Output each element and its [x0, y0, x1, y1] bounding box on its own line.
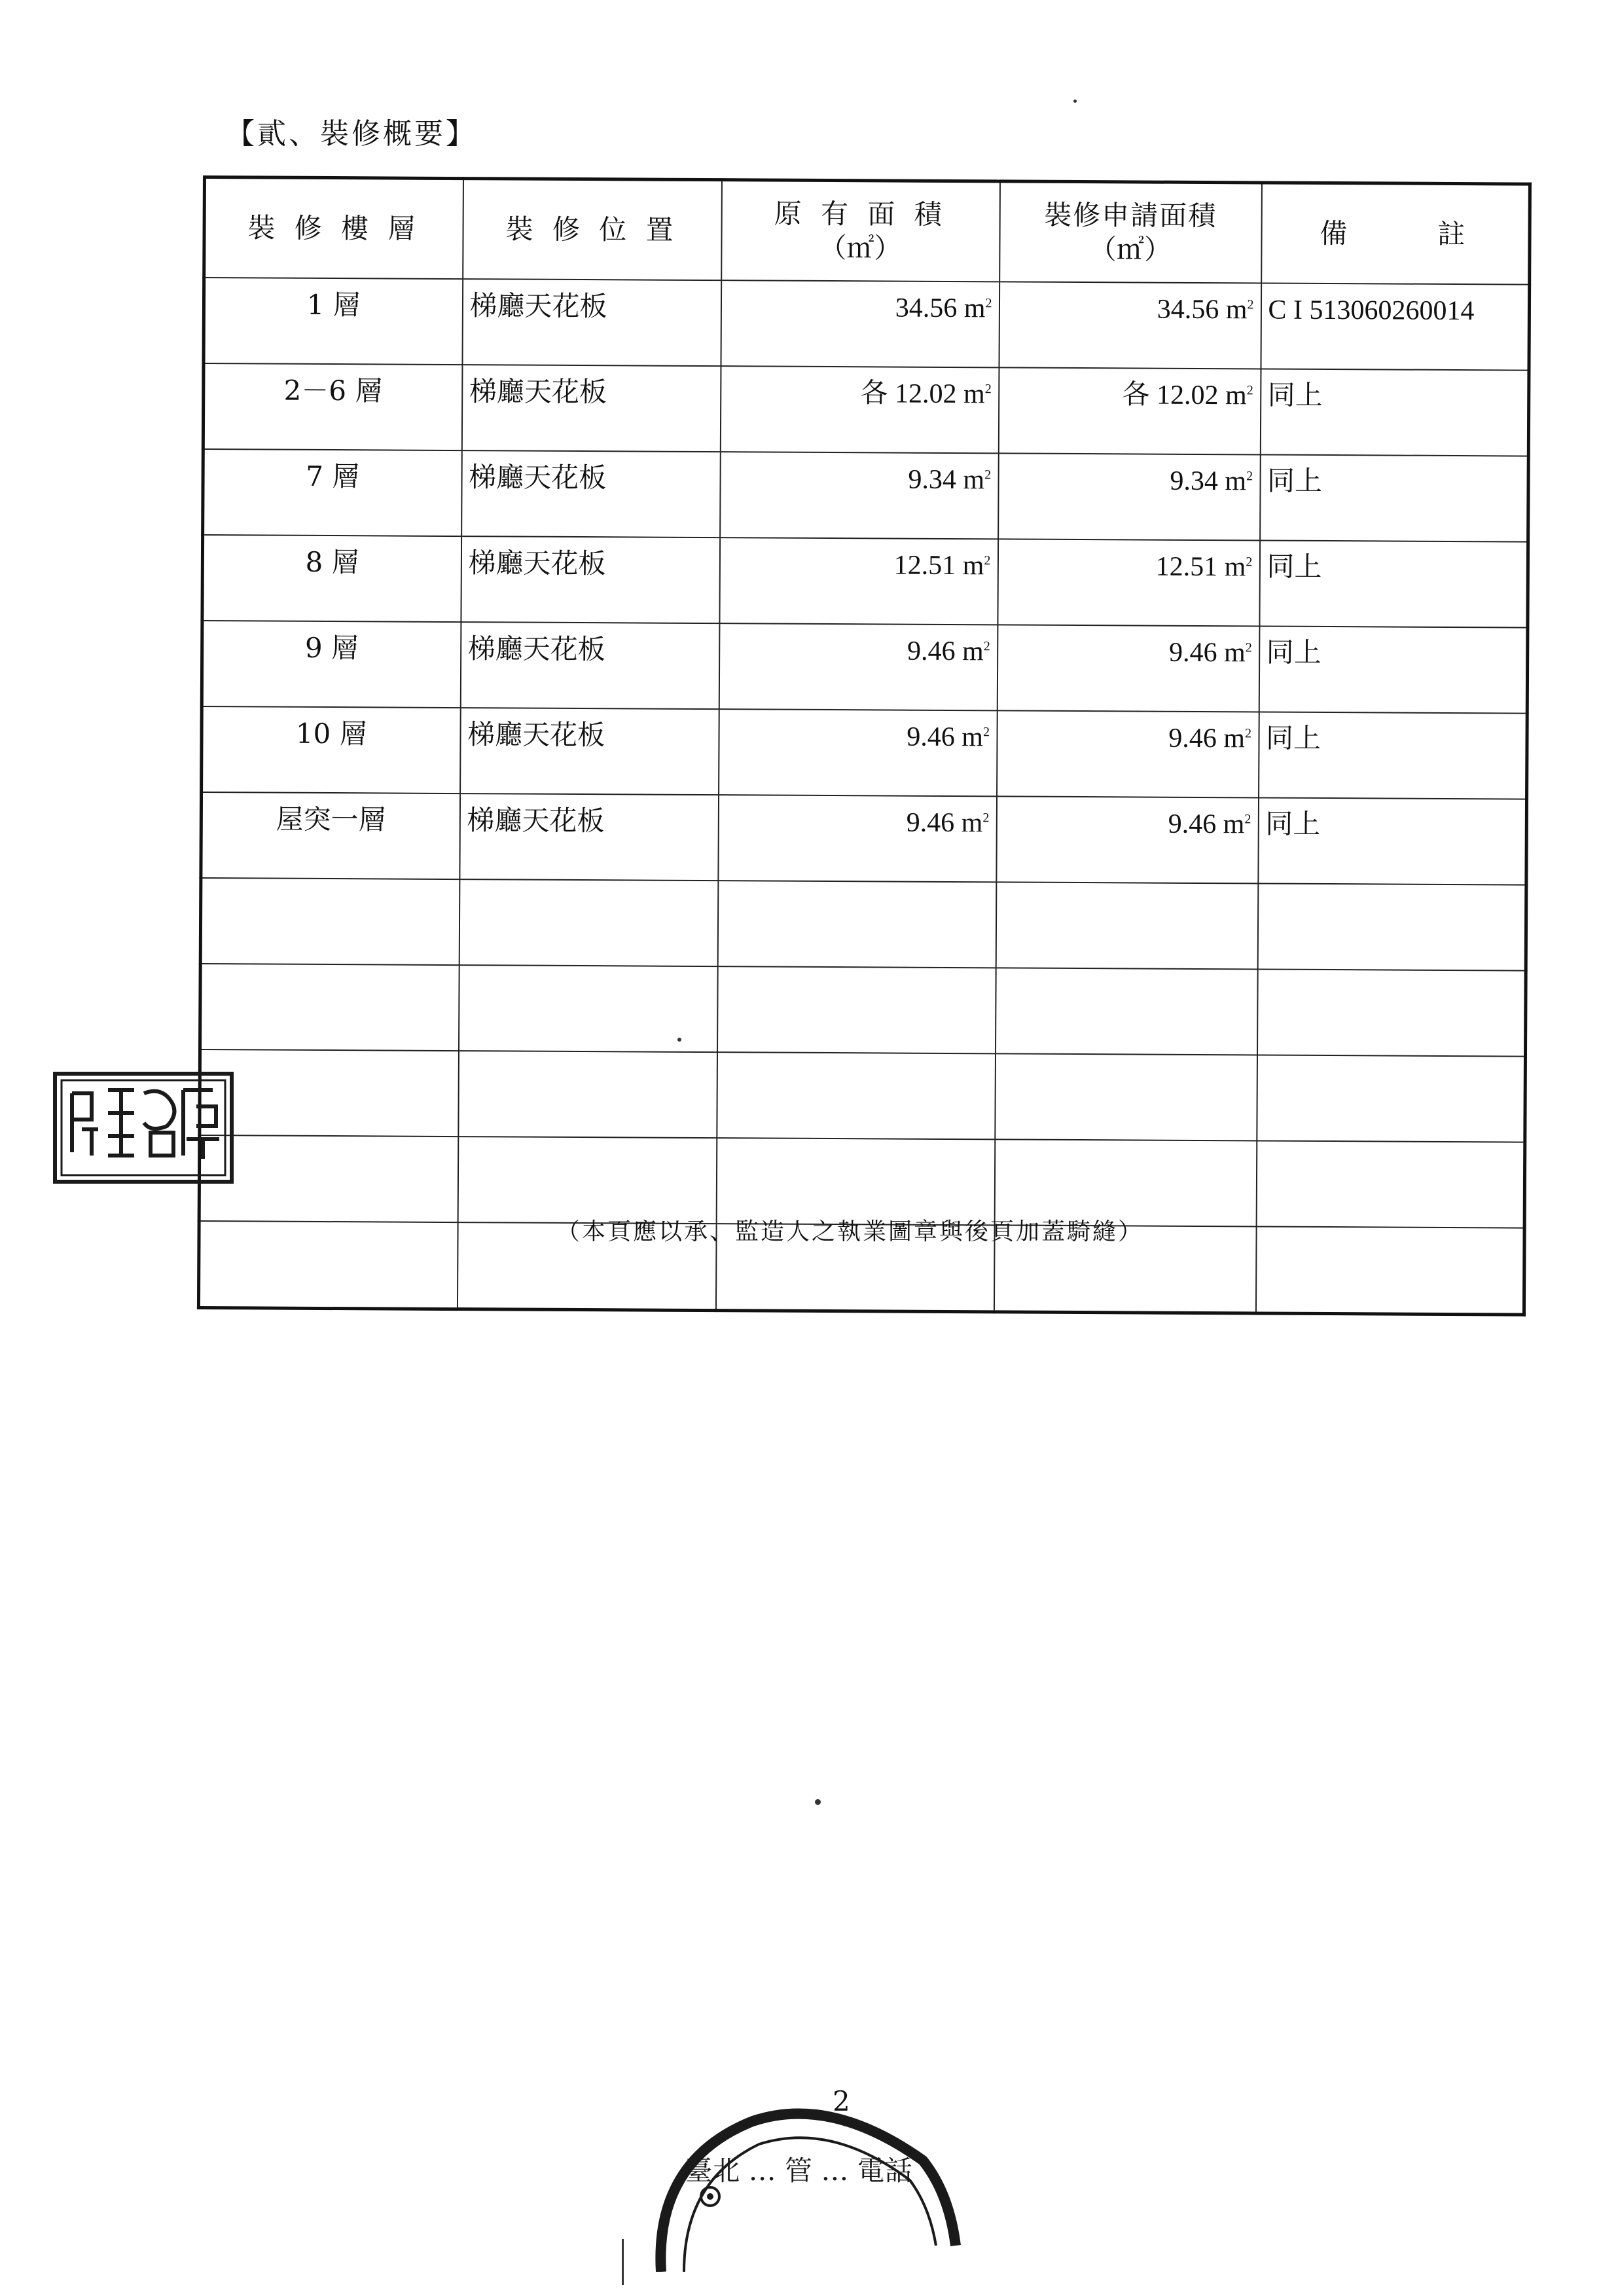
empty-cell [459, 879, 718, 966]
renovation-summary-table [197, 175, 1532, 1317]
empty-cell [996, 882, 1258, 969]
scan-speck [815, 1799, 821, 1805]
cell-original-area-unit: m [962, 636, 984, 667]
cell-position: 梯廳天花板 [461, 536, 720, 623]
cell-position: 梯廳天花板 [460, 622, 719, 709]
cell-floor: 1 層 [204, 278, 463, 365]
header-position: 裝 修 位 置 [463, 179, 722, 281]
cell-applied-area-unit-sup: 2 [1245, 640, 1252, 655]
table-row [203, 363, 1529, 456]
cell-applied-area-unit-sup: 2 [1246, 383, 1253, 398]
cell-floor: 10 層 [202, 706, 461, 793]
empty-cell [717, 1052, 996, 1139]
empty-cell [199, 1135, 458, 1222]
section-title: 【貳、裝修概要】 [226, 117, 477, 151]
cell-applied-area-unit-sup: 2 [1247, 297, 1254, 312]
empty-cell [1257, 883, 1526, 970]
cell-original-area-unit: m [962, 551, 984, 581]
cell-applied-area-unit: m [1225, 295, 1248, 325]
empty-cell [717, 881, 996, 968]
riding-seam-seal [52, 1067, 236, 1185]
table-row [202, 621, 1528, 714]
cell-original-area-unit-sup: 2 [982, 811, 990, 826]
cell-original-area-unit: m [961, 808, 983, 839]
cell-original-area [720, 366, 999, 453]
cell-original-area-value: 9.46 [907, 721, 955, 753]
cell-original-area [721, 280, 999, 367]
empty-cell [717, 966, 996, 1053]
table-row [203, 449, 1529, 542]
empty-cell [1256, 1140, 1525, 1228]
cell-position: 梯廳天花板 [461, 450, 721, 538]
footnote: （本頁應以承、監造人之執業圖章與後頁加蓋騎縫） [556, 1218, 1144, 1245]
cell-applied-area-unit-sup: 2 [1245, 726, 1252, 741]
cell-original-area [719, 623, 998, 710]
empty-cell [200, 1049, 459, 1137]
cell-position: 梯廳天花板 [460, 708, 719, 795]
header-original-area [721, 180, 1000, 282]
cell-original-area-unit: m [963, 379, 985, 410]
cell-applied-area-unit-sup: 2 [1244, 812, 1251, 827]
cell-original-area-unit-sup: 2 [983, 725, 990, 740]
empty-cell [1257, 969, 1526, 1056]
seal-text: 臺北 … 管 … 電話 [685, 2155, 912, 2187]
scan-speck [622, 2239, 624, 2285]
header-note-char-1: 備 [1320, 217, 1353, 249]
cell-original-area [719, 709, 998, 796]
empty-cell [1257, 1055, 1526, 1142]
cell-applied-area-unit: m [1224, 552, 1246, 583]
table-row [202, 535, 1528, 628]
cell-note: 同上 [1259, 712, 1528, 799]
empty-cell [995, 968, 1257, 1055]
cell-note: 同上 [1259, 626, 1528, 713]
cell-position: 梯廳天花板 [461, 365, 721, 452]
empty-cell [995, 1053, 1257, 1140]
cell-floor: 屋突一層 [201, 792, 460, 879]
empty-cell [200, 878, 459, 965]
cell-note: C I 513060260014 [1261, 283, 1530, 370]
cell-applied-area-unit: m [1223, 723, 1246, 754]
cell-original-area-unit-sup: 2 [984, 553, 991, 568]
cell-applied-area [996, 796, 1259, 883]
cell-applied-area-value: 9.46 [1168, 723, 1217, 754]
cell-original-area-value: 12.51 [893, 550, 956, 581]
cell-original-area [719, 538, 998, 625]
scan-speck [1073, 100, 1077, 103]
header-applied-area [999, 181, 1262, 283]
empty-cell [458, 1137, 717, 1224]
header-note-char-2: 註 [1437, 217, 1471, 250]
cell-applied-area [997, 710, 1259, 797]
table-body [198, 278, 1529, 1315]
cell-floor: 7 層 [203, 449, 462, 536]
cell-original-area-value: 9.46 [907, 636, 956, 667]
cell-original-area-unit-sup: 2 [985, 296, 992, 311]
empty-cell [716, 1138, 995, 1225]
cell-floor: 9 層 [202, 621, 461, 708]
cell-applied-area-unit: m [1223, 809, 1245, 840]
empty-cell [198, 1221, 458, 1309]
cell-applied-area-value: 9.46 [1168, 637, 1217, 668]
cell-applied-area-unit-sup: 2 [1246, 555, 1253, 570]
cell-original-area-unit: m [963, 293, 986, 324]
cell-applied-area [998, 367, 1261, 454]
table-row [204, 278, 1530, 371]
cell-applied-area-unit: m [1223, 638, 1246, 668]
empty-cell [200, 964, 459, 1051]
table-row [202, 706, 1528, 799]
cell-applied-area-unit: m [1225, 380, 1247, 411]
empty-table-row [200, 1049, 1526, 1142]
header-applied-area-unit: （㎡） [1088, 233, 1172, 266]
cell-original-area-value: 9.34 [908, 464, 957, 496]
cell-original-area-value: 34.56 [895, 293, 958, 324]
official-seal [648, 2082, 962, 2272]
cell-applied-area-unit: m [1225, 466, 1247, 497]
cell-applied-area [998, 453, 1261, 540]
cell-original-area [718, 795, 997, 882]
cell-applied-area-value: 12.51 [1155, 551, 1218, 583]
cell-original-area-unit: m [962, 722, 984, 753]
cell-applied-area [999, 282, 1261, 369]
cell-position: 梯廳天花板 [459, 793, 719, 881]
cell-applied-area-value: 9.46 [1168, 809, 1217, 840]
cell-applied-area-unit-sup: 2 [1246, 469, 1253, 484]
cell-applied-area [998, 539, 1260, 626]
cell-applied-area-value: 34.56 [1157, 294, 1219, 325]
scan-speck [677, 1038, 681, 1042]
cell-note: 同上 [1258, 797, 1527, 884]
empty-table-row [200, 878, 1526, 971]
page-number: 2 [833, 2085, 850, 2117]
cell-floor: 8 層 [202, 535, 461, 622]
cell-original-area-unit-sup: 2 [984, 382, 992, 397]
table-header-row [204, 177, 1530, 285]
cell-note: 同上 [1260, 369, 1529, 456]
cell-note: 同上 [1260, 454, 1529, 541]
empty-cell [458, 1051, 717, 1138]
cell-original-area-unit-sup: 2 [984, 467, 992, 483]
cell-position: 梯廳天花板 [462, 279, 721, 366]
renovation-summary-table-wrap [198, 175, 1528, 1194]
cell-floor: 2－6 層 [203, 363, 462, 450]
cell-applied-area-value: 9.34 [1170, 465, 1219, 497]
cell-original-area [720, 452, 999, 539]
cell-original-area-unit-sup: 2 [983, 639, 990, 654]
cell-note: 同上 [1259, 540, 1528, 627]
header-note [1261, 183, 1530, 285]
header-applied-area-label: 裝修申請面積 [1044, 198, 1217, 232]
cell-original-area-value: 各 12.02 [860, 378, 957, 410]
header-original-area-label: 原 有 面 積 [774, 197, 947, 230]
header-original-area-unit: （㎡） [819, 231, 902, 264]
cell-original-area-value: 9.46 [906, 807, 955, 839]
cell-applied-area-value: 各 12.02 [1122, 380, 1219, 411]
cell-applied-area [997, 625, 1259, 712]
table-row [201, 792, 1527, 885]
cell-original-area-unit: m [963, 465, 985, 496]
empty-cell [1255, 1226, 1524, 1315]
header-floor: 裝 修 樓 層 [204, 177, 463, 280]
empty-table-row [200, 964, 1526, 1057]
